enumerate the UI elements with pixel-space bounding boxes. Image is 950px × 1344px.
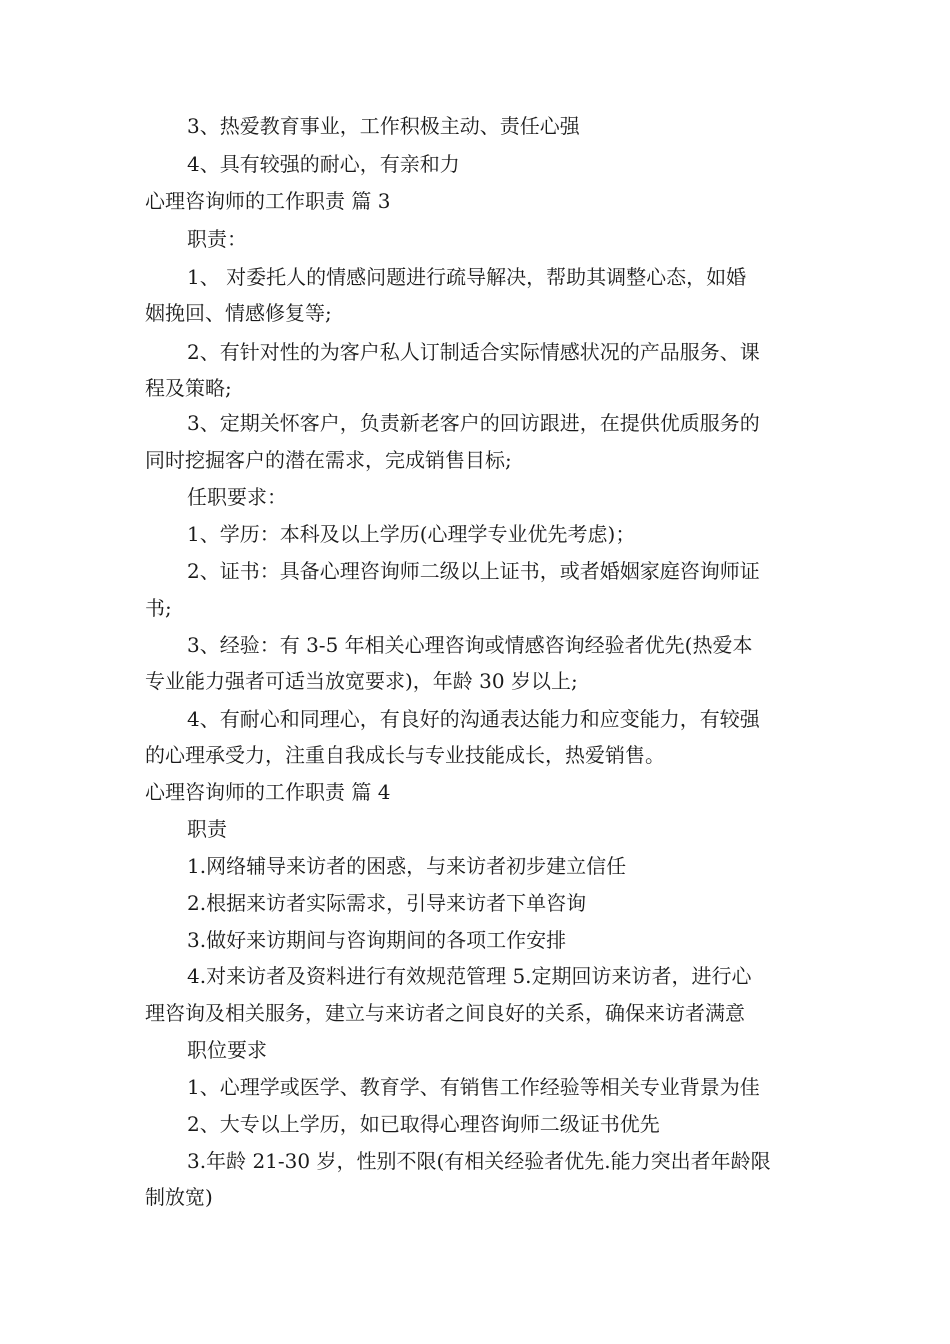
- text-line: 制放宽): [145, 1185, 213, 1209]
- text-line: 3、热爱教育事业，工作积极主动、责任心强: [187, 114, 580, 138]
- text-line: 1、 对委托人的情感问题进行疏导解决，帮助其调整心态，如婚: [187, 265, 747, 289]
- text-line: 3、定期关怀客户，负责新老客户的回访跟进，在提供优质服务的: [187, 411, 760, 435]
- text-line: 书;: [145, 596, 172, 620]
- text-line: 2、证书：具备心理咨询师二级以上证书，或者婚姻家庭咨询师证: [187, 559, 760, 583]
- text-line: 3、经验：有 3-5 年相关心理咨询或情感咨询经验者优先(热爱本: [187, 633, 753, 657]
- section-heading: 心理咨询师的工作职责 篇 4: [145, 780, 391, 804]
- section-heading: 心理咨询师的工作职责 篇 3: [145, 189, 391, 213]
- text-line: 2、有针对性的为客户私人订制适合实际情感状况的产品服务、课: [187, 340, 760, 364]
- text-line: 职责：: [187, 227, 247, 251]
- text-line: 4、有耐心和同理心，有良好的沟通表达能力和应变能力，有较强: [187, 707, 760, 731]
- text-line: 程及策略;: [145, 376, 232, 400]
- text-line: 任职要求：: [187, 485, 287, 509]
- text-line: 同时挖掘客户的潜在需求，完成销售目标;: [145, 448, 512, 472]
- text-line: 4.对来访者及资料进行有效规范管理 5.定期回访来访者，进行心: [187, 964, 752, 988]
- text-line: 2、大专以上学历，如已取得心理咨询师二级证书优先: [187, 1112, 660, 1136]
- text-line: 2.根据来访者实际需求，引导来访者下单咨询: [187, 891, 587, 915]
- text-line: 1、心理学或医学、教育学、有销售工作经验等相关专业背景为佳: [187, 1075, 760, 1099]
- text-line: 姻挽回、情感修复等;: [145, 301, 332, 325]
- text-line: 专业能力强者可适当放宽要求)，年龄 30 岁以上;: [145, 669, 578, 693]
- text-line: 理咨询及相关服务，建立与来访者之间良好的关系，确保来访者满意: [145, 1001, 745, 1025]
- text-line: 职责: [187, 817, 227, 841]
- text-line: 职位要求: [187, 1038, 267, 1062]
- text-line: 的心理承受力，注重自我成长与专业技能成长，热爱销售。: [145, 743, 665, 767]
- text-line: 3.年龄 21-30 岁，性别不限(有相关经验者优先.能力突出者年龄限: [187, 1149, 771, 1173]
- text-line: 3.做好来访期间与咨询期间的各项工作安排: [187, 928, 567, 952]
- text-line: 1.网络辅导来访者的困惑，与来访者初步建立信任: [187, 854, 627, 878]
- text-line: 4、具有较强的耐心，有亲和力: [187, 152, 460, 176]
- text-line: 1、学历：本科及以上学历(心理学专业优先考虑)；: [187, 522, 636, 546]
